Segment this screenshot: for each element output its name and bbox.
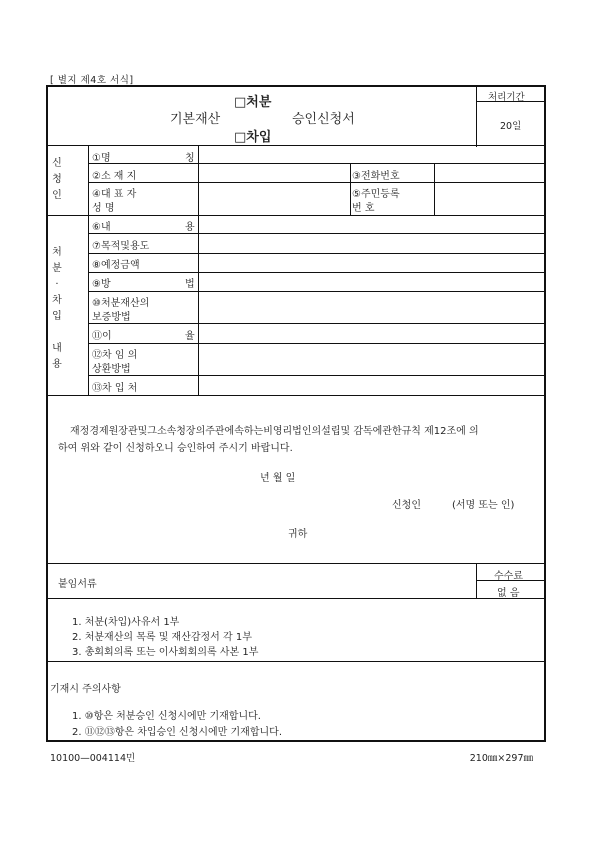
addressee: 귀하 <box>288 529 308 540</box>
method-label: ⑨방 <box>92 279 111 290</box>
content-row-label-end: 용 <box>185 222 195 233</box>
fee-label: 수수료 <box>494 571 523 582</box>
footer-paper-size: 210㎜×297㎜ <box>469 753 533 764</box>
name-label: ①명 <box>92 153 111 164</box>
content-field[interactable] <box>199 216 545 233</box>
fee-value: 없 음 <box>497 588 520 599</box>
lender-field[interactable] <box>199 376 545 395</box>
content-section-label: 처 분 · 차 입 내 용 <box>52 247 62 370</box>
phone-field[interactable] <box>435 164 545 182</box>
method-label-end: 법 <box>185 279 195 290</box>
option-dispose-checkbox[interactable]: □처분 <box>234 95 272 110</box>
attachment-item: 2. 처분재산의 목록 및 재산감정서 각 1부 <box>72 632 252 643</box>
interest-rate-label: ⑪이 <box>92 331 112 342</box>
lender-label: ⑬차 입 처 <box>92 383 138 394</box>
repayment-label-2: 상환방법 <box>92 364 131 375</box>
purpose-field[interactable] <box>199 234 545 253</box>
guarantee-label: ⑩처분재산의 <box>92 298 150 309</box>
note-item: 1. ⑩항은 처분승인 신청시에만 기재합니다. <box>72 711 261 722</box>
footer-form-number: 10100—004114민 <box>50 753 136 764</box>
attachments-label: 붙임서류 <box>58 579 97 590</box>
processing-period-label: 처리기간 <box>488 92 525 103</box>
name-label-end: 칭 <box>185 153 195 164</box>
registration-label-2: 번 호 <box>352 203 375 214</box>
attachment-item: 3. 총회회의록 또는 이사회회의록 사본 1부 <box>72 647 259 658</box>
purpose-label: ⑦목적및용도 <box>92 241 150 252</box>
representative-label-2: 성 명 <box>92 203 115 214</box>
applicant-signature-label: 신청인 <box>392 500 421 511</box>
interest-rate-field[interactable] <box>199 324 545 343</box>
representative-field[interactable] <box>199 183 349 215</box>
notes-label: 기재시 주의사항 <box>50 684 121 695</box>
title-suffix: 승인신청서 <box>292 112 355 127</box>
phone-label: ③전화번호 <box>352 171 400 182</box>
interest-rate-label-end: 율 <box>185 331 195 342</box>
repayment-field[interactable] <box>199 344 545 375</box>
form-code: [ 별지 제4호 서식] <box>50 75 134 86</box>
guarantee-label-2: 보증방법 <box>92 312 131 323</box>
amount-label: ⑧예정금액 <box>92 260 140 271</box>
signature-or-seal[interactable]: (서명 또는 인) <box>452 500 515 511</box>
processing-period-value: 20일 <box>500 121 522 132</box>
attachment-item: 1. 처분(차입)사유서 1부 <box>72 617 180 628</box>
statement-line-2: 하여 위와 같이 신청하오니 승인하여 주시기 바랍니다. <box>58 443 293 454</box>
date-line: 년 월 일 <box>260 473 296 484</box>
applicant-section-label: 신 청 인 <box>52 158 62 201</box>
amount-field[interactable] <box>199 254 545 272</box>
repayment-label: ⑫차 임 의 <box>92 350 138 361</box>
address-label: ②소 재 지 <box>92 171 137 182</box>
form-frame <box>46 85 546 742</box>
content-row-label: ⑥내 <box>92 222 111 233</box>
registration-label: ⑤주민등록 <box>352 189 400 200</box>
address-field[interactable] <box>199 164 349 182</box>
registration-field[interactable] <box>435 183 545 215</box>
note-item: 2. ⑪⑫⑬항은 차입승인 신청시에만 기재합니다. <box>72 727 282 738</box>
method-field[interactable] <box>199 273 545 291</box>
name-field[interactable] <box>199 146 545 163</box>
title-prefix: 기본재산 <box>170 112 221 127</box>
guarantee-field[interactable] <box>199 292 545 323</box>
option-borrow-checkbox[interactable]: □차입 <box>234 130 272 145</box>
statement-line-1: 재정경제원장관및그소속청장의주관에속하는비영리법인의설립및 감독에관한규칙 제12조에 의 <box>70 426 479 437</box>
representative-label: ④대 표 자 <box>92 189 137 200</box>
